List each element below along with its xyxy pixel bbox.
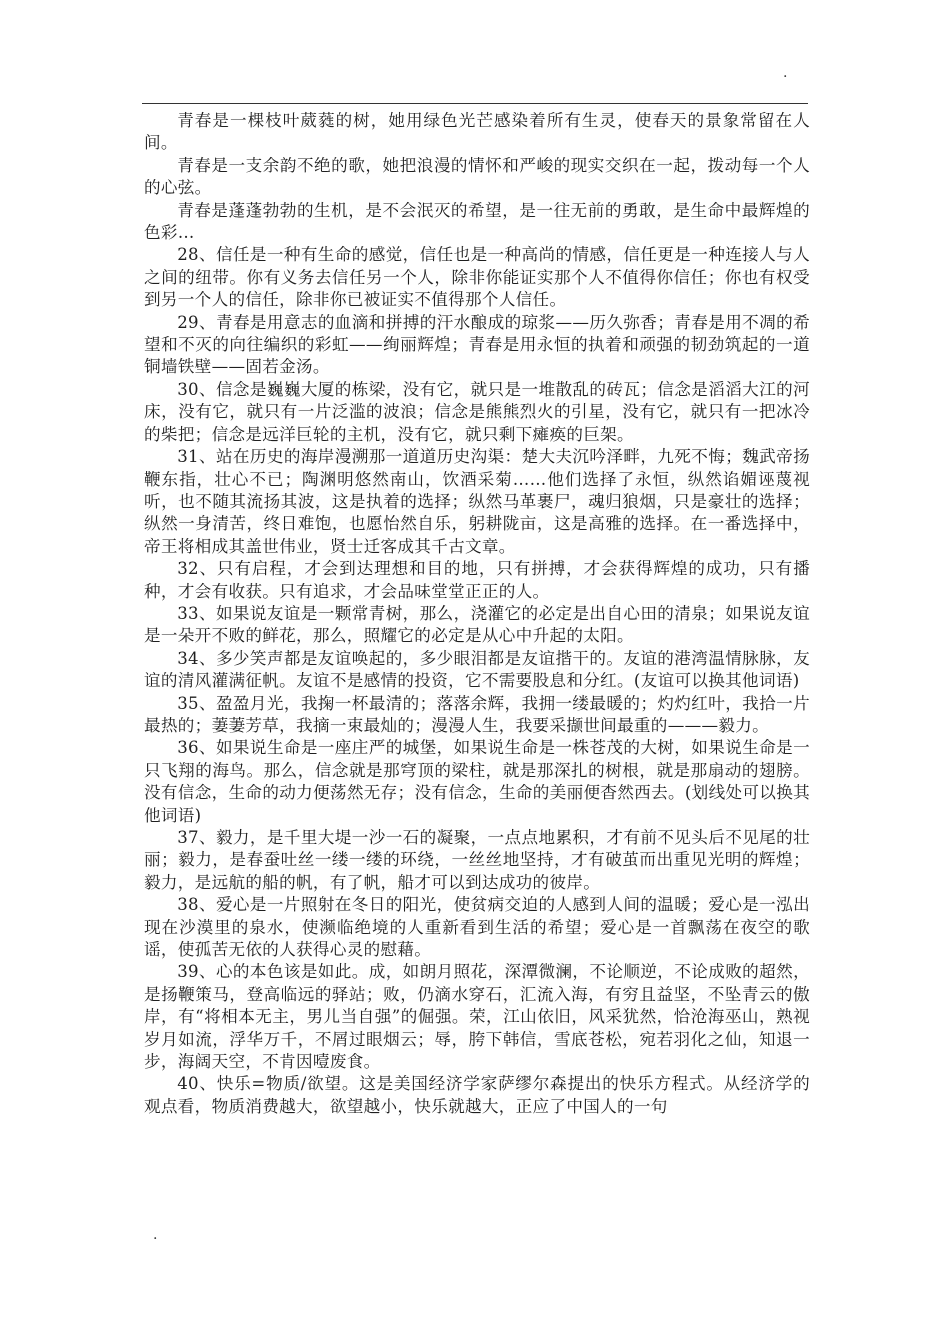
paragraph: 37、毅力，是千里大堤一沙一石的凝聚，一点点地累积，才有前不见头后不见尾的壮丽；毅力，是春蚕吐丝一缕一缕的环绕，一丝丝地坚持，才有破茧而出重见光明的辉煌；毅力，是远航的船的帆，有了帆，船才可以到达成功的彼岸。 <box>144 828 810 892</box>
paragraph: 31、站在历史的海岸漫溯那一道道历史沟渠：楚大夫沉吟泽畔，九死不悔；魏武帝扬鞭东指，壮心不已；陶渊明悠然南山，饮酒采菊……他们选择了永恒，纵然谄媚诬蔑视听，也不随其流扬其波，这是执着的选择；纵然马革裹尸，魂归狼烟，只是豪壮的选择；纵然一身清苦，终日难饱，也愿怡然自乐，躬耕陇亩，这是高雅的选择。在一番选择中，帝王将相成其盖世伟业，贤士迁客成其千古文章。 <box>144 447 810 556</box>
paragraph: 36、如果说生命是一座庄严的城堡，如果说生命是一株苍茂的大树，如果说生命是一只飞翔的海鸟。那么，信念就是那穹顶的梁柱，就是那深扎的树根，就是那扇动的翅膀。没有信念，生命的动力便荡然无存；没有信念，生命的美丽便杳然西去。(划线处可以换其他词语) <box>144 738 810 825</box>
paragraph: 38、爱心是一片照射在冬日的阳光，使贫病交迫的人感到人间的温暖；爱心是一泓出现在沙漠里的泉水，使濒临绝境的人重新看到生活的希望；爱心是一首飘荡在夜空的歌谣，使孤苦无依的人获得心灵的慰藉。 <box>144 895 810 960</box>
paragraph: 34、多少笑声都是友谊唤起的，多少眼泪都是友谊揩干的。友谊的港湾温情脉脉，友谊的清风灌满征帆。友谊不是感情的投资，它不需要股息和分红。(友谊可以换其他词语) <box>144 648 810 691</box>
footer-mark: . <box>153 1227 158 1243</box>
header-divider <box>142 103 808 104</box>
document-body <box>144 110 810 1118</box>
paragraph: 29、青春是用意志的血滴和拼搏的汗水酿成的琼浆——历久弥香；青春是用不凋的希望和不灭的向往编织的彩虹——绚丽辉煌；青春是用永恒的执着和顽强的韧劲筑起的一道铜墙铁壁——固若金汤。 <box>144 312 810 377</box>
paragraph: 青春是一支余韵不绝的歌，她把浪漫的情怀和严峻的现实交织在一起，拨动每一个人的心弦。 <box>144 155 810 198</box>
paragraph: 32、只有启程，才会到达理想和目的地，只有拼搏，才会获得辉煌的成功，只有播种，才会有收获。只有追求，才会品味堂堂正正的人。 <box>144 559 810 601</box>
header-mark: . <box>783 65 788 81</box>
paragraph: 35、盈盈月光，我掬一杯最清的；落落余辉，我拥一缕最暖的；灼灼红叶，我拾一片最热的；萋萋芳草，我摘一束最灿的；漫漫人生，我要采撷世间最重的———毅力。 <box>144 693 810 735</box>
paragraph: 青春是蓬蓬勃勃的生机，是不会泯灭的希望，是一往无前的勇敢，是生命中最辉煌的色彩… <box>144 200 810 243</box>
paragraph: 33、如果说友谊是一颗常青树，那么，浇灌它的必定是出自心田的清泉；如果说友谊是一朵开不败的鲜花，那么，照耀它的必定是从心中升起的太阳。 <box>144 603 810 646</box>
paragraph: 30、信念是巍巍大厦的栋梁，没有它，就只是一堆散乱的砖瓦；信念是滔滔大江的河床，没有它，就只有一片泛滥的波浪；信念是熊熊烈火的引星，没有它，就只有一把冰冷的柴把；信念是远洋巨轮的主机，没有它，就只剩下瘫痪的巨架。 <box>144 379 810 444</box>
paragraph: 青春是一棵枝叶葳蕤的树，她用绿色光芒感染着所有生灵，使春天的景象常留在人间。 <box>144 111 810 153</box>
paragraph: 40、快乐=物质/欲望。这是美国经济学家萨缪尔森提出的快乐方程式。从经济学的观点看，物质消费越大，欲望越小，快乐就越大，正应了中国人的一句 <box>144 1074 810 1116</box>
paragraph: 39、心的本色该是如此。成，如朗月照花，深潭微澜，不论顺逆，不论成败的超然，是扬鞭策马，登高临远的驿站；败，仍滴水穿石，汇流入海，有穷且益坚，不坠青云的傲岸，有“将相本无主，男儿当自强”的倔强。荣，江山依旧，风采犹然，恰沧海巫山，熟视岁月如流，浮华万千，不屑过眼烟云；辱，胯下韩信，雪底苍松，宛若羽化之仙，知退一步，海阔天空，不肯因噎废食。 <box>144 962 810 1072</box>
paragraph: 28、信任是一种有生命的感觉，信任也是一种高尚的情感，信任更是一种连接人与人之间的纽带。你有义务去信任另一个人，除非你能证实那个人不值得你信任；你也有权受到另一个人的信任，除非你已被证实不值得那个人信任。 <box>144 245 810 310</box>
